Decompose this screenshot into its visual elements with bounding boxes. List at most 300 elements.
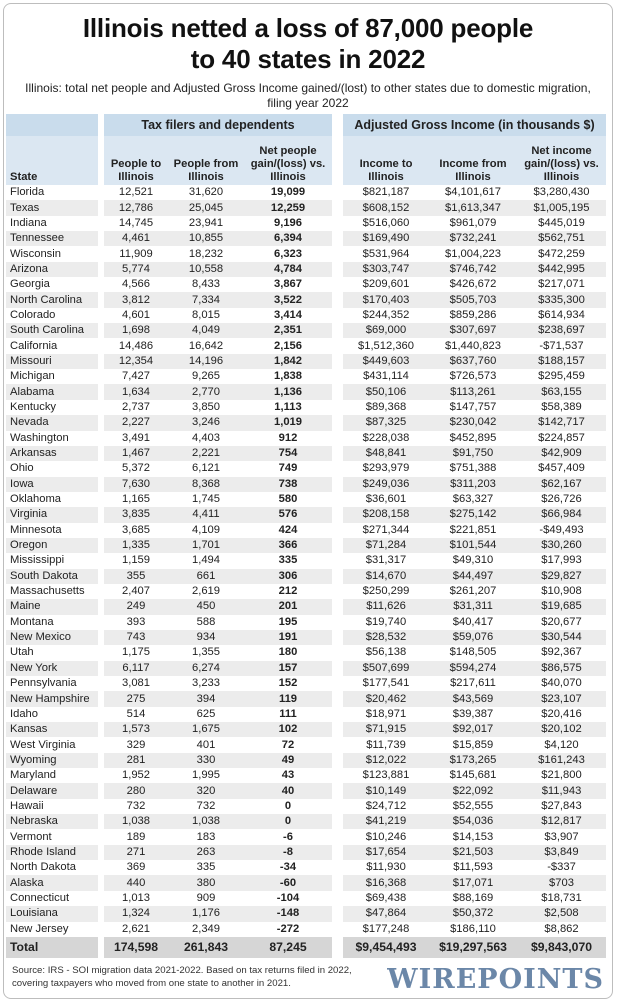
state-cell: Ohio bbox=[10, 462, 34, 475]
people-from-cell: 8,433 bbox=[192, 278, 220, 291]
table-row bbox=[6, 446, 606, 461]
people-from-cell: 2,349 bbox=[192, 922, 220, 935]
state-cell: Idaho bbox=[10, 707, 38, 720]
people-from-cell: 1,675 bbox=[168, 722, 244, 737]
chart-subtitle: Illinois: total net people and Adjusted Gross Income gained/(lost) to other states due to domestic migration, filing year 2022 bbox=[25, 81, 591, 110]
table-row bbox=[6, 507, 606, 522]
net-people-cell: 12,259 bbox=[244, 200, 332, 215]
people-from-cell: 1,355 bbox=[192, 646, 220, 659]
income-from-cell: $147,757 bbox=[449, 400, 497, 413]
people-to-cell: 355 bbox=[104, 569, 168, 584]
table-row bbox=[6, 875, 606, 890]
income-from-cell: $43,569 bbox=[429, 691, 517, 706]
net-people-cell: 0 bbox=[244, 814, 332, 829]
income-to-cell: $36,601 bbox=[365, 493, 407, 506]
people-to-cell: 369 bbox=[126, 861, 146, 874]
people-to-cell: 5,774 bbox=[104, 262, 168, 277]
people-from-cell: 8,015 bbox=[192, 308, 220, 321]
income-to-cell: $271,344 bbox=[362, 523, 410, 536]
income-to-cell: $16,368 bbox=[343, 875, 429, 890]
income-from-cell: $21,503 bbox=[429, 845, 517, 860]
net-people-cell: 1,113 bbox=[274, 400, 302, 413]
net-people-cell: 749 bbox=[278, 462, 298, 475]
people-to-cell: 6,117 bbox=[104, 661, 168, 676]
people-from-cell: 4,411 bbox=[168, 507, 244, 522]
net-income-cell: $472,259 bbox=[538, 247, 585, 260]
income-from-cell: $221,851 bbox=[449, 523, 497, 536]
state-cell: Minnesota bbox=[10, 523, 62, 536]
agi-group-header: Adjusted Gross Income (in thousands $) bbox=[343, 114, 606, 136]
net-people-cell: 738 bbox=[244, 477, 332, 492]
state-cell: Oregon bbox=[6, 538, 98, 553]
people-from-cell: 625 bbox=[196, 707, 216, 720]
migration-table bbox=[6, 114, 606, 958]
people-to-cell: 743 bbox=[104, 630, 168, 645]
people-to-cell: 3,835 bbox=[104, 507, 168, 522]
people-from-cell: 661 bbox=[168, 569, 244, 584]
income-from-cell: $217,611 bbox=[450, 677, 496, 690]
people-to-cell: 514 bbox=[126, 707, 146, 720]
net-people-cell: -34 bbox=[279, 861, 297, 874]
net-income-cell: $92,367 bbox=[541, 646, 582, 659]
people-from-cell: 16,642 bbox=[188, 339, 224, 352]
people-from-cell: 4,403 bbox=[192, 431, 220, 444]
income-from-cell: $88,169 bbox=[452, 891, 494, 904]
chart-title bbox=[4, 13, 612, 75]
col-header-income-to: Income to Illinois bbox=[343, 136, 429, 185]
income-from-cell: $1,440,823 bbox=[445, 339, 501, 352]
state-cell: Utah bbox=[10, 646, 34, 659]
state-cell: Wyoming bbox=[6, 753, 98, 768]
people-from-cell: 394 bbox=[168, 691, 244, 706]
people-to-cell: 2,621 bbox=[122, 922, 150, 935]
people-to-cell: 4,566 bbox=[122, 278, 150, 291]
net-people-cell: 366 bbox=[244, 538, 332, 553]
income-to-cell: $50,106 bbox=[343, 384, 429, 399]
state-cell: Arizona bbox=[6, 262, 98, 277]
people-to-cell: 4,601 bbox=[122, 308, 150, 321]
table-row bbox=[6, 492, 606, 507]
income-to-cell: $293,979 bbox=[362, 462, 410, 475]
state-cell: Arkansas bbox=[6, 446, 98, 461]
net-income-cell: $40,070 bbox=[541, 677, 582, 690]
net-income-cell: $335,300 bbox=[517, 292, 606, 307]
income-to-cell: $507,699 bbox=[343, 661, 429, 676]
net-income-cell: $42,909 bbox=[517, 446, 606, 461]
net-income-cell: $161,243 bbox=[517, 753, 606, 768]
col-header-people-from: People from Illinois bbox=[168, 136, 244, 185]
income-from-cell: $54,036 bbox=[429, 814, 517, 829]
income-from-cell: $4,101,617 bbox=[445, 186, 501, 199]
people-from-cell: 3,233 bbox=[192, 677, 220, 690]
net-income-cell: $224,857 bbox=[538, 431, 585, 444]
income-from-cell: $14,153 bbox=[452, 830, 494, 843]
state-cell: Alabama bbox=[6, 384, 98, 399]
state-cell: Virginia bbox=[6, 507, 98, 522]
source-line-1: Source: IRS - SOI migration data 2021-2022. Based on tax returns filed in 2022, bbox=[12, 965, 352, 976]
net-income-cell: $63,155 bbox=[517, 384, 606, 399]
income-from-cell: $52,555 bbox=[452, 799, 494, 812]
net-income-cell: $17,993 bbox=[541, 554, 582, 567]
income-to-cell: $516,060 bbox=[362, 216, 410, 229]
net-income-cell: $66,984 bbox=[517, 507, 606, 522]
income-from-cell: $39,387 bbox=[452, 707, 494, 720]
total-row bbox=[6, 937, 606, 958]
state-cell: Louisiana bbox=[6, 906, 98, 921]
people-from-cell: 1,701 bbox=[168, 538, 244, 553]
income-from-cell: $91,750 bbox=[429, 446, 517, 461]
income-from-cell: $40,417 bbox=[452, 615, 494, 628]
people-to-cell: 11,909 bbox=[119, 247, 153, 260]
table-row bbox=[6, 400, 606, 415]
state-cell: Indiana bbox=[10, 216, 47, 229]
income-to-cell: $17,654 bbox=[343, 845, 429, 860]
state-cell: Michigan bbox=[10, 370, 55, 383]
people-from-cell: 183 bbox=[196, 830, 216, 843]
people-to-cell: 3,081 bbox=[122, 677, 150, 690]
table-row bbox=[6, 922, 606, 937]
net-income-cell: $30,260 bbox=[517, 538, 606, 553]
people-to-cell: 249 bbox=[104, 599, 168, 614]
table-row bbox=[6, 323, 606, 338]
net-people-cell: 111 bbox=[279, 707, 297, 720]
table-row bbox=[6, 691, 606, 706]
income-from-cell: $275,142 bbox=[429, 507, 517, 522]
col-header-people-to: People to Illinois bbox=[104, 136, 168, 185]
net-people-cell: 3,867 bbox=[274, 278, 302, 291]
state-cell: California bbox=[10, 339, 58, 352]
net-people-cell: 6,323 bbox=[274, 247, 302, 260]
table-row bbox=[6, 231, 606, 246]
income-to-cell: $821,187 bbox=[362, 186, 410, 199]
income-to-cell: $89,368 bbox=[365, 400, 407, 413]
table-row bbox=[6, 338, 606, 353]
table-row bbox=[6, 768, 606, 783]
source-note bbox=[12, 964, 352, 990]
net-people-cell: 72 bbox=[281, 738, 295, 751]
state-cell: Nevada bbox=[6, 415, 98, 430]
income-from-cell: $63,327 bbox=[452, 493, 494, 506]
table-row bbox=[6, 829, 606, 844]
people-to-cell: 1,952 bbox=[122, 769, 150, 782]
people-to-cell: 1,038 bbox=[104, 814, 168, 829]
table-row bbox=[6, 615, 606, 630]
people-from-cell: 10,558 bbox=[168, 262, 244, 277]
net-income-cell: $20,677 bbox=[541, 615, 582, 628]
income-to-cell: $31,317 bbox=[365, 554, 407, 567]
net-people-cell: 424 bbox=[278, 523, 298, 536]
people-to-cell: 1,159 bbox=[122, 554, 150, 567]
people-from-cell: 8,368 bbox=[168, 477, 244, 492]
income-to-cell: $24,712 bbox=[365, 799, 407, 812]
net-people-cell: 3,522 bbox=[244, 292, 332, 307]
state-cell: Delaware bbox=[6, 783, 98, 798]
people-from-cell: 2,770 bbox=[168, 384, 244, 399]
state-cell: Maryland bbox=[10, 769, 57, 782]
net-income-cell: $21,800 bbox=[541, 769, 582, 782]
net-people-cell: 212 bbox=[278, 585, 298, 598]
table-row bbox=[6, 783, 606, 798]
income-to-cell: $56,138 bbox=[365, 646, 407, 659]
income-to-cell: $47,864 bbox=[343, 906, 429, 921]
table-row bbox=[6, 676, 606, 691]
table-row bbox=[6, 538, 606, 553]
income-to-cell: $250,299 bbox=[362, 585, 410, 598]
state-cell: Colorado bbox=[10, 308, 56, 321]
people-from-cell: 934 bbox=[168, 630, 244, 645]
income-to-cell: $208,158 bbox=[343, 507, 429, 522]
state-group-header bbox=[6, 114, 98, 136]
income-from-cell: $230,042 bbox=[429, 415, 517, 430]
income-to-cell: $11,930 bbox=[366, 861, 406, 874]
state-cell: Vermont bbox=[10, 830, 52, 843]
net-people-cell: 1,842 bbox=[244, 354, 332, 369]
people-from-cell: 25,045 bbox=[168, 200, 244, 215]
income-to-cell: $87,325 bbox=[343, 415, 429, 430]
income-from-cell: $859,286 bbox=[449, 308, 497, 321]
people-from-cell: 450 bbox=[168, 599, 244, 614]
net-income-cell: $9,843,070 bbox=[517, 937, 606, 958]
income-from-cell: $186,110 bbox=[450, 922, 496, 935]
table-row bbox=[6, 277, 606, 292]
people-to-cell: 3,685 bbox=[122, 523, 150, 536]
income-to-cell: $19,740 bbox=[365, 615, 407, 628]
table-row bbox=[6, 661, 606, 676]
people-from-cell: 380 bbox=[168, 875, 244, 890]
people-to-cell: 7,630 bbox=[104, 477, 168, 492]
state-cell: West Virginia bbox=[10, 738, 76, 751]
people-to-cell: 174,598 bbox=[104, 937, 168, 958]
net-people-cell: -8 bbox=[244, 845, 332, 860]
net-people-cell: 1,136 bbox=[244, 384, 332, 399]
table-row bbox=[6, 200, 606, 215]
table-row bbox=[6, 308, 606, 323]
net-people-cell: 9,196 bbox=[274, 216, 302, 229]
people-from-cell: 1,038 bbox=[168, 814, 244, 829]
state-cell: North Carolina bbox=[6, 292, 98, 307]
income-from-cell: $19,297,563 bbox=[429, 937, 517, 958]
net-people-cell: 335 bbox=[278, 554, 298, 567]
people-to-cell: 4,461 bbox=[104, 231, 168, 246]
income-to-cell: $12,022 bbox=[343, 753, 429, 768]
state-cell: New York bbox=[6, 661, 98, 676]
income-from-cell: $751,388 bbox=[449, 462, 497, 475]
net-income-cell: $3,280,430 bbox=[533, 186, 590, 199]
net-people-cell: 157 bbox=[244, 661, 332, 676]
state-cell: Maine bbox=[6, 599, 98, 614]
state-cell: North Dakota bbox=[10, 861, 76, 874]
people-to-cell: 1,165 bbox=[122, 493, 150, 506]
net-people-cell: 1,838 bbox=[274, 370, 302, 383]
people-from-cell: 909 bbox=[196, 891, 216, 904]
income-from-cell: $145,681 bbox=[449, 769, 497, 782]
net-income-cell: $18,731 bbox=[541, 891, 582, 904]
people-from-cell: 401 bbox=[196, 738, 216, 751]
income-to-cell: $244,352 bbox=[362, 308, 410, 321]
net-income-cell: $20,416 bbox=[541, 707, 582, 720]
net-income-cell: $26,726 bbox=[541, 493, 582, 506]
tax-filers-group-header: Tax filers and dependents bbox=[104, 114, 332, 136]
table-row bbox=[6, 906, 606, 921]
net-income-cell: -$49,493 bbox=[539, 523, 584, 536]
income-to-cell: $170,403 bbox=[343, 292, 429, 307]
state-cell: Oklahoma bbox=[10, 493, 61, 506]
table-row bbox=[6, 384, 606, 399]
people-from-cell: 320 bbox=[168, 783, 244, 798]
people-to-cell: 189 bbox=[126, 830, 146, 843]
people-to-cell: 280 bbox=[104, 783, 168, 798]
income-from-cell: $15,859 bbox=[452, 738, 494, 751]
net-people-cell: 152 bbox=[278, 677, 298, 690]
net-people-cell: 1,019 bbox=[244, 415, 332, 430]
income-to-cell: $608,152 bbox=[343, 200, 429, 215]
net-income-cell: $614,934 bbox=[538, 308, 585, 321]
net-people-cell: 201 bbox=[244, 599, 332, 614]
col-header-income-from: Income from Illinois bbox=[429, 136, 517, 185]
net-income-cell: $27,843 bbox=[541, 799, 582, 812]
people-from-cell: 1,494 bbox=[192, 554, 220, 567]
table-row bbox=[6, 569, 606, 584]
net-people-cell: -104 bbox=[276, 891, 300, 904]
table-row bbox=[6, 891, 606, 906]
net-income-cell: $30,544 bbox=[517, 630, 606, 645]
state-cell: Kansas bbox=[6, 722, 98, 737]
state-cell: Total bbox=[6, 937, 98, 958]
people-from-cell: 23,941 bbox=[188, 216, 224, 229]
net-people-cell: 2,156 bbox=[274, 339, 302, 352]
people-to-cell: 14,745 bbox=[118, 216, 154, 229]
income-to-cell: $177,541 bbox=[362, 677, 410, 690]
table-row bbox=[6, 845, 606, 860]
net-income-cell: $20,102 bbox=[517, 722, 606, 737]
net-income-cell: $58,389 bbox=[541, 400, 582, 413]
net-income-cell: $8,862 bbox=[544, 922, 579, 935]
income-from-cell: $44,497 bbox=[429, 569, 517, 584]
income-from-cell: $261,207 bbox=[449, 585, 497, 598]
table-row bbox=[6, 645, 606, 660]
table-row bbox=[6, 630, 606, 645]
table-row bbox=[6, 753, 606, 768]
net-income-cell: $19,685 bbox=[517, 599, 606, 614]
state-cell: New Jersey bbox=[10, 922, 69, 935]
people-from-cell: 6,121 bbox=[192, 462, 220, 475]
income-from-cell: $311,203 bbox=[429, 477, 517, 492]
state-cell: Florida bbox=[10, 186, 45, 199]
net-people-cell: 0 bbox=[284, 799, 292, 812]
table-row bbox=[6, 246, 606, 261]
people-to-cell: 1,467 bbox=[104, 446, 168, 461]
title-line-1: Illinois netted a loss of 87,000 people bbox=[82, 13, 534, 43]
table-row bbox=[6, 523, 606, 538]
net-people-cell: 6,394 bbox=[244, 231, 332, 246]
state-cell: Washington bbox=[10, 431, 69, 444]
people-from-cell: 14,196 bbox=[168, 354, 244, 369]
state-cell: South Carolina bbox=[6, 323, 98, 338]
net-income-cell: $188,157 bbox=[517, 354, 606, 369]
net-people-cell: 49 bbox=[244, 753, 332, 768]
people-to-cell: 3,812 bbox=[104, 292, 168, 307]
income-from-cell: $113,261 bbox=[429, 384, 517, 399]
source-line-2: covering taxpayers who moved from one state to another in 2021. bbox=[12, 978, 291, 989]
people-to-cell: 732 bbox=[126, 799, 146, 812]
income-to-cell: $69,438 bbox=[365, 891, 407, 904]
income-to-cell: $1,512,360 bbox=[358, 339, 414, 352]
net-people-cell: 43 bbox=[281, 769, 295, 782]
net-income-cell: $238,697 bbox=[517, 323, 606, 338]
table-row bbox=[6, 262, 606, 277]
people-to-cell: 281 bbox=[104, 753, 168, 768]
people-from-cell: 18,232 bbox=[188, 247, 224, 260]
state-cell: Alaska bbox=[6, 875, 98, 890]
net-people-cell: 576 bbox=[244, 507, 332, 522]
income-from-cell: $59,076 bbox=[429, 630, 517, 645]
net-income-cell: $10,908 bbox=[541, 585, 582, 598]
people-to-cell: 1,573 bbox=[104, 722, 168, 737]
net-income-cell: $4,120 bbox=[544, 738, 579, 751]
table-row bbox=[6, 216, 606, 231]
state-cell: Iowa bbox=[6, 477, 98, 492]
people-from-cell: 1,176 bbox=[168, 906, 244, 921]
net-people-cell: 180 bbox=[278, 646, 298, 659]
state-cell: Mississippi bbox=[10, 554, 65, 567]
people-from-cell: 261,843 bbox=[168, 937, 244, 958]
table-row bbox=[6, 599, 606, 614]
people-from-cell: 7,334 bbox=[168, 292, 244, 307]
income-from-cell: $101,544 bbox=[429, 538, 517, 553]
net-income-cell: $3,849 bbox=[517, 845, 606, 860]
people-to-cell: 7,427 bbox=[122, 370, 150, 383]
people-to-cell: 14,486 bbox=[118, 339, 154, 352]
income-to-cell: $18,971 bbox=[365, 707, 407, 720]
income-from-cell: $148,505 bbox=[449, 646, 497, 659]
state-cell: Montana bbox=[10, 615, 54, 628]
income-to-cell: $449,603 bbox=[343, 354, 429, 369]
income-to-cell: $71,284 bbox=[343, 538, 429, 553]
state-cell: Missouri bbox=[6, 354, 98, 369]
title-line-2: to 40 states in 2022 bbox=[190, 44, 426, 74]
net-people-cell: 3,414 bbox=[274, 308, 302, 321]
people-from-cell: 330 bbox=[168, 753, 244, 768]
net-people-cell: 191 bbox=[244, 630, 332, 645]
state-cell: Tennessee bbox=[6, 231, 98, 246]
income-to-cell: $228,038 bbox=[362, 431, 410, 444]
people-from-cell: 1,745 bbox=[192, 493, 220, 506]
net-income-cell: $445,019 bbox=[538, 216, 585, 229]
table-row bbox=[6, 369, 606, 384]
people-from-cell: 31,620 bbox=[188, 186, 224, 199]
net-people-cell: 87,245 bbox=[244, 937, 332, 958]
net-income-cell: -$337 bbox=[547, 861, 576, 874]
income-to-cell: $10,149 bbox=[343, 783, 429, 798]
table-row bbox=[6, 431, 606, 446]
people-to-cell: 275 bbox=[104, 691, 168, 706]
net-income-cell: $62,167 bbox=[517, 477, 606, 492]
people-from-cell: 335 bbox=[196, 861, 216, 874]
income-to-cell: $71,915 bbox=[343, 722, 429, 737]
table-row bbox=[6, 415, 606, 430]
income-from-cell: $505,703 bbox=[429, 292, 517, 307]
net-income-cell: $457,409 bbox=[538, 462, 585, 475]
income-to-cell: $20,462 bbox=[343, 691, 429, 706]
people-from-cell: 10,855 bbox=[168, 231, 244, 246]
income-from-cell: $594,274 bbox=[429, 661, 517, 676]
net-people-cell: 306 bbox=[244, 569, 332, 584]
people-to-cell: 271 bbox=[104, 845, 168, 860]
table-row bbox=[6, 707, 606, 722]
net-income-cell: -$71,537 bbox=[539, 339, 584, 352]
net-income-cell: $29,827 bbox=[517, 569, 606, 584]
income-from-cell: $22,092 bbox=[429, 783, 517, 798]
